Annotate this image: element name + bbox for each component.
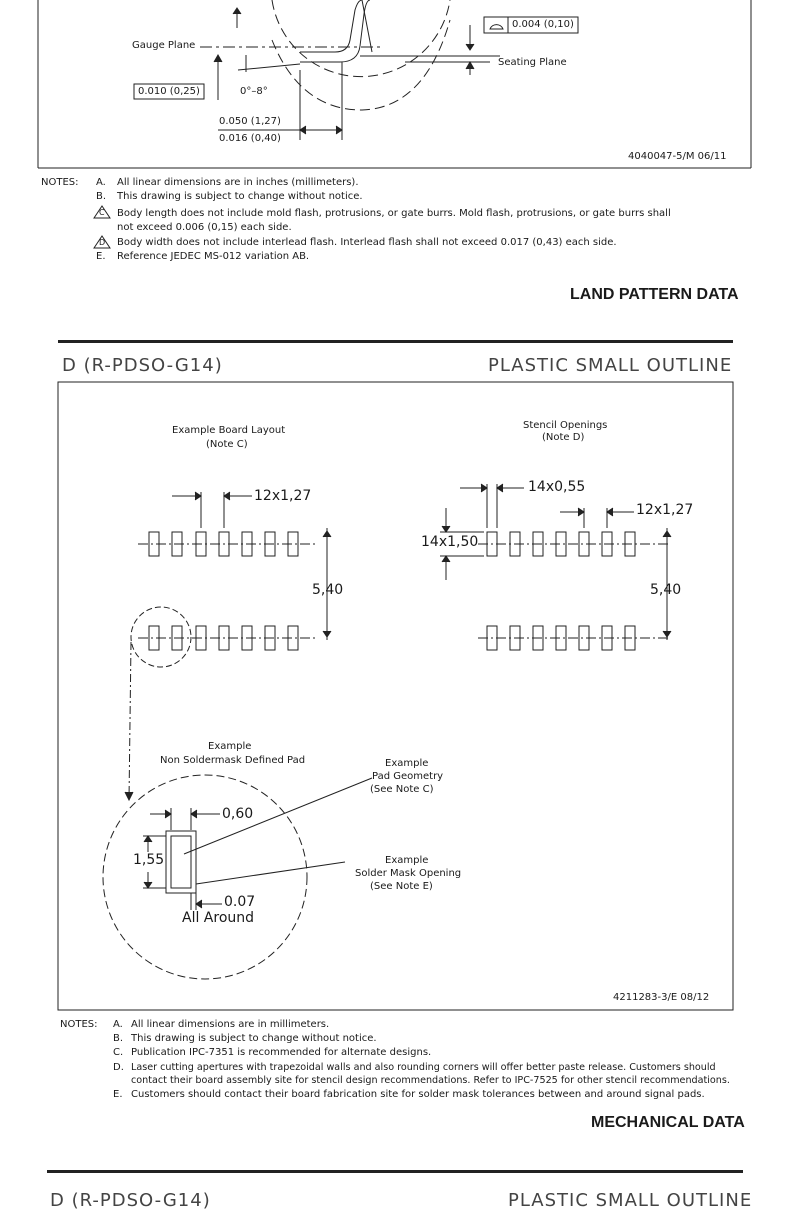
note-letter: D: [99, 238, 106, 247]
pad-geometry-line3: (See Note C): [370, 784, 434, 795]
drawing-id-land: 4211283-3/E 08/12: [613, 992, 710, 1003]
note-letter: B.: [113, 1033, 124, 1044]
note-text: not exceed 0.006 (0,15) each side.: [117, 222, 292, 233]
seating-plane-label: Seating Plane: [498, 57, 567, 68]
row-spacing-left: 5,40: [312, 582, 344, 598]
stencil-width-dim: 14x0,55: [528, 479, 586, 495]
package-code: D (R-PDSO-G14): [62, 355, 223, 376]
board-layout-note: (Note C): [206, 439, 248, 450]
note-letter: A.: [96, 177, 106, 188]
mask-opening-line3: (See Note E): [370, 881, 433, 892]
note-letter: D.: [113, 1062, 124, 1073]
package-type: PLASTIC SMALL OUTLINE: [488, 355, 733, 376]
note-text: Body width does not include interlead flash. Interlead flash shall not exceed 0.017 (0,43) each side.: [117, 237, 617, 248]
package-code-bottom: D (R-PDSO-G14): [50, 1190, 211, 1211]
note-text: Reference JEDEC MS-012 variation AB.: [117, 251, 310, 262]
header-rule-bottom: [47, 1170, 743, 1173]
gauge-plane-label: Gauge Plane: [132, 40, 196, 51]
nsmd-subtitle: Non Soldermask Defined Pad: [160, 755, 306, 766]
row-spacing-right: 5,40: [650, 582, 682, 598]
pad-geometry-line1: Example: [385, 758, 429, 769]
note-letter: E.: [113, 1089, 123, 1100]
package-type-bottom: PLASTIC SMALL OUTLINE: [508, 1190, 753, 1211]
pitch-dim-right: 12x1,27: [636, 502, 694, 518]
note-text: All linear dimensions are in inches (millimeters).: [117, 177, 359, 188]
stencil-title: Stencil Openings: [523, 420, 608, 431]
notes-label: NOTES:: [41, 177, 79, 188]
note-text: Customers should contact their board fabrication site for solder mask tolerances between and around signal pads.: [131, 1089, 705, 1100]
all-around-label: All Around: [182, 910, 255, 926]
length-min-label: 0.016 (0,40): [219, 133, 281, 144]
mask-opening-line2: Solder Mask Opening: [355, 868, 462, 879]
mechanical-data-title: MECHANICAL DATA: [591, 1114, 745, 1131]
board-layout-title: Example Board Layout: [172, 425, 286, 436]
pad-geometry-line2: Pad Geometry: [372, 771, 444, 782]
mask-opening-line1: Example: [385, 855, 429, 866]
angle-label: 0°–8°: [240, 86, 268, 97]
pad-length-dim: 1,55: [133, 852, 165, 868]
note-text: Laser cutting apertures with trapezoidal walls and also rounding corners will offer better paste release. Customers should: [131, 1062, 716, 1073]
notes-label: NOTES:: [60, 1019, 98, 1030]
stencil-note: (Note D): [542, 432, 585, 443]
drawing-id-top: 4040047-5/M 06/11: [628, 151, 727, 162]
length-max-label: 0.050 (1,27): [219, 116, 281, 127]
note-text: All linear dimensions are in millimeters.: [131, 1019, 330, 1030]
note-letter: A.: [113, 1019, 123, 1030]
pitch-dim-left: 12x1,27: [254, 488, 312, 504]
note-text: Publication IPC-7351 is recommended for alternate designs.: [131, 1047, 432, 1058]
note-letter: E.: [96, 251, 106, 262]
stencil-length-dim: 14x1,50: [421, 534, 479, 550]
note-text: Body length does not include mold flash, protrusions, or gate burrs. Mold flash, protrusions, or gate burrs shall: [117, 208, 671, 219]
mask-clearance-dim: 0.07: [224, 894, 256, 910]
note-letter: B.: [96, 191, 107, 202]
nsmd-title: Example: [208, 741, 252, 752]
pad-width-dim: 0,60: [222, 806, 254, 822]
note-text: This drawing is subject to change without notice.: [131, 1033, 377, 1044]
tolerance-label: 0.010 (0,25): [138, 86, 200, 97]
note-text: contact their board assembly site for stencil design recommendations. Refer to IPC-7525 for other stencil recommendations.: [131, 1075, 730, 1086]
land-pattern-title: LAND PATTERN DATA: [570, 286, 739, 303]
note-letter: C: [99, 208, 105, 217]
note-text: This drawing is subject to change without notice.: [117, 191, 363, 202]
note-letter: C.: [113, 1047, 124, 1058]
flatness-label: 0.004 (0,10): [512, 19, 574, 30]
